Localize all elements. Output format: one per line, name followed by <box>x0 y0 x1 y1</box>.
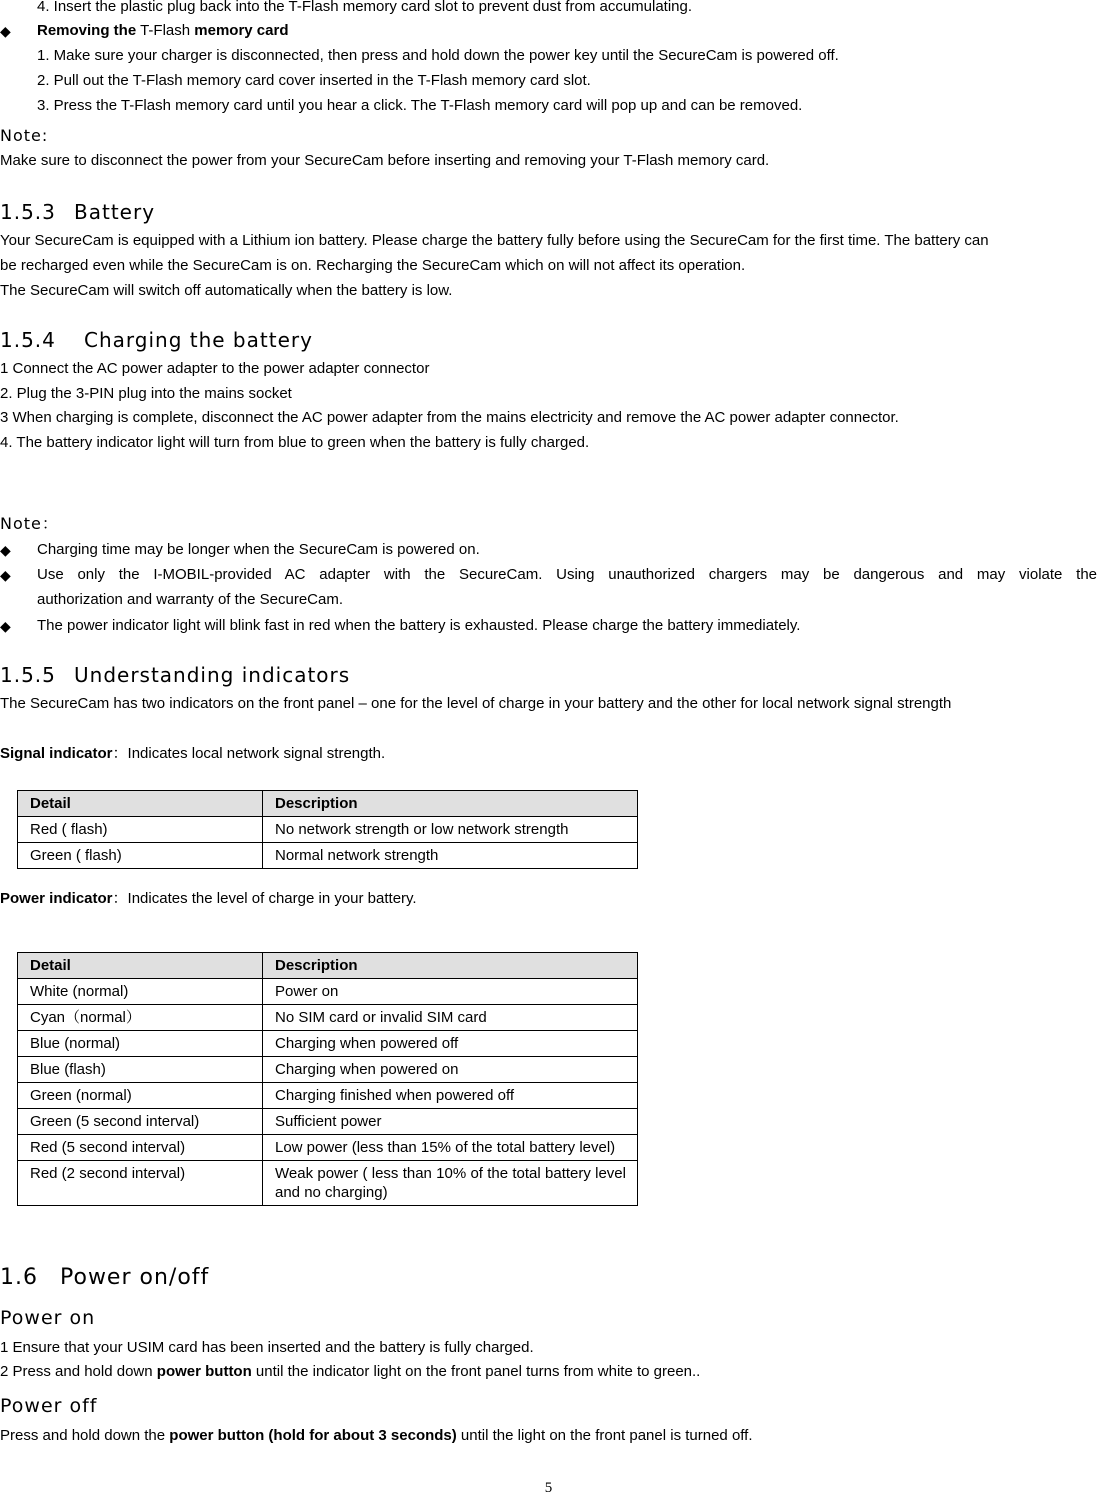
table-cell-description: No SIM card or invalid SIM card <box>263 1005 638 1031</box>
removing-card-heading: Removing the T-Flash memory card <box>37 22 289 39</box>
charging-step-1: 1 Connect the AC power adapter to the power adapter connector <box>0 360 430 377</box>
table-cell-detail: Green ( flash) <box>18 843 263 869</box>
note-item-1: Charging time may be longer when the SecureCam is powered on. <box>37 541 480 558</box>
table-cell-description: Sufficient power <box>263 1109 638 1135</box>
note-label-2: Note： <box>0 514 59 533</box>
table-row <box>18 1161 638 1206</box>
note-label: Note: <box>0 126 49 145</box>
table-cell-description: Charging when powered off <box>263 1031 638 1057</box>
table-row <box>18 1109 638 1135</box>
section-heading-battery: 1.5.3 Battery <box>0 200 156 224</box>
column-header-description: Description <box>263 791 638 817</box>
table-cell-detail: Red ( flash) <box>18 817 263 843</box>
section-heading-charging: 1.5.4 Charging the battery <box>0 328 313 352</box>
bullet-icon: ◆ <box>0 542 11 558</box>
table-cell-description: Low power (less than 15% of the total battery level) <box>263 1135 638 1161</box>
table-row <box>18 979 638 1005</box>
table-header-row <box>18 953 638 979</box>
removing-step-3: 3. Press the T-Flash memory card until you hear a click. The T-Flash memory card will pop up and can be removed. <box>37 97 803 114</box>
removing-step-1: 1. Make sure your charger is disconnected, then press and hold down the power key until the SecureCam is powered off. <box>37 47 839 64</box>
table-cell-detail: Blue (normal) <box>18 1031 263 1057</box>
column-header-description: Description <box>263 953 638 979</box>
table-row <box>18 817 638 843</box>
table-cell-detail: Green (5 second interval) <box>18 1109 263 1135</box>
note-text: Make sure to disconnect the power from your SecureCam before inserting and removing your T-Flash memory card. <box>0 152 770 169</box>
table-cell-description: Charging finished when powered off <box>263 1083 638 1109</box>
removing-step-2: 2. Pull out the T-Flash memory card cover inserted in the T-Flash memory card slot. <box>37 72 591 89</box>
table-row <box>18 1135 638 1161</box>
charging-step-4: 4. The battery indicator light will turn from blue to green when the battery is fully charged. <box>0 434 590 451</box>
table-cell-description: Charging when powered on <box>263 1057 638 1083</box>
table-cell-description: Normal network strength <box>263 843 638 869</box>
column-header-detail: Detail <box>18 791 263 817</box>
table-cell-detail: Red (2 second interval) <box>18 1161 263 1206</box>
bullet-icon: ◆ <box>0 618 11 634</box>
table-cell-description: Power on <box>263 979 638 1005</box>
table-row <box>18 1083 638 1109</box>
battery-paragraph-2: The SecureCam will switch off automatically when the battery is low. <box>0 282 453 299</box>
battery-paragraph-line-2: be recharged even while the SecureCam is on. Recharging the SecureCam which on will not affect its operation. <box>0 257 746 274</box>
power-off-text: Press and hold down the power button (hold for about 3 seconds) until the light on the front panel is turned off. <box>0 1427 753 1444</box>
table-cell-description: Weak power ( less than 10% of the total battery level and no charging) <box>263 1161 638 1206</box>
bullet-icon: ◆ <box>0 567 11 583</box>
battery-paragraph-line-1: Your SecureCam is equipped with a Lithium ion battery. Please charge the battery fully before using the SecureCam for the first time. The battery can <box>0 232 989 249</box>
section-heading-indicators: 1.5.5 Understanding indicators <box>0 663 351 687</box>
note-item-3: The power indicator light will blink fast in red when the battery is exhausted. Please charge the battery immediately. <box>37 617 801 634</box>
section-heading-power: 1.6 Power on/off <box>0 1265 210 1290</box>
power-on-title: Power on <box>0 1307 96 1329</box>
power-indicator-table <box>17 952 638 1206</box>
table-row <box>18 1005 638 1031</box>
table-header-row <box>18 791 638 817</box>
bullet-icon: ◆ <box>0 23 11 39</box>
card-insert-step-4: 4. Insert the plastic plug back into the T-Flash memory card slot to prevent dust from accumulating. <box>37 0 693 15</box>
table-row <box>18 1057 638 1083</box>
signal-indicator-caption: Signal indicator：Indicates local network signal strength. <box>0 745 386 762</box>
table-cell-detail: White (normal) <box>18 979 263 1005</box>
table-row <box>18 1031 638 1057</box>
signal-indicator-table <box>17 790 638 869</box>
table-row <box>18 843 638 869</box>
charging-step-3: 3 When charging is complete, disconnect the AC power adapter from the mains electricity and remove the AC power adapter connector. <box>0 409 899 426</box>
power-off-title: Power off <box>0 1395 98 1417</box>
column-header-detail: Detail <box>18 953 263 979</box>
indicators-intro: The SecureCam has two indicators on the front panel – one for the level of charge in your battery and the other for local network signal strength <box>0 695 952 712</box>
table-cell-detail: Blue (flash) <box>18 1057 263 1083</box>
table-cell-detail: Green (normal) <box>18 1083 263 1109</box>
power-on-step-2: 2 Press and hold down power button until the indicator light on the front panel turns from white to green.. <box>0 1363 701 1380</box>
table-cell-description: No network strength or low network strength <box>263 817 638 843</box>
power-indicator-caption: Power indicator：Indicates the level of charge in your battery. <box>0 890 417 907</box>
table-cell-detail: Red (5 second interval) <box>18 1135 263 1161</box>
page-number: 5 <box>544 1480 553 1496</box>
note-item-2: Use only the I-MOBIL-provided AC adapter with the SecureCam. Using unauthorized chargers may be dangerous and may violate the <box>37 566 1097 583</box>
note-item-2-continued: authorization and warranty of the SecureCam. <box>37 591 343 608</box>
power-on-step-1: 1 Ensure that your USIM card has been inserted and the battery is fully charged. <box>0 1339 534 1356</box>
table-cell-detail: Cyan（normal） <box>18 1005 263 1031</box>
charging-step-2: 2. Plug the 3-PIN plug into the mains socket <box>0 385 292 402</box>
